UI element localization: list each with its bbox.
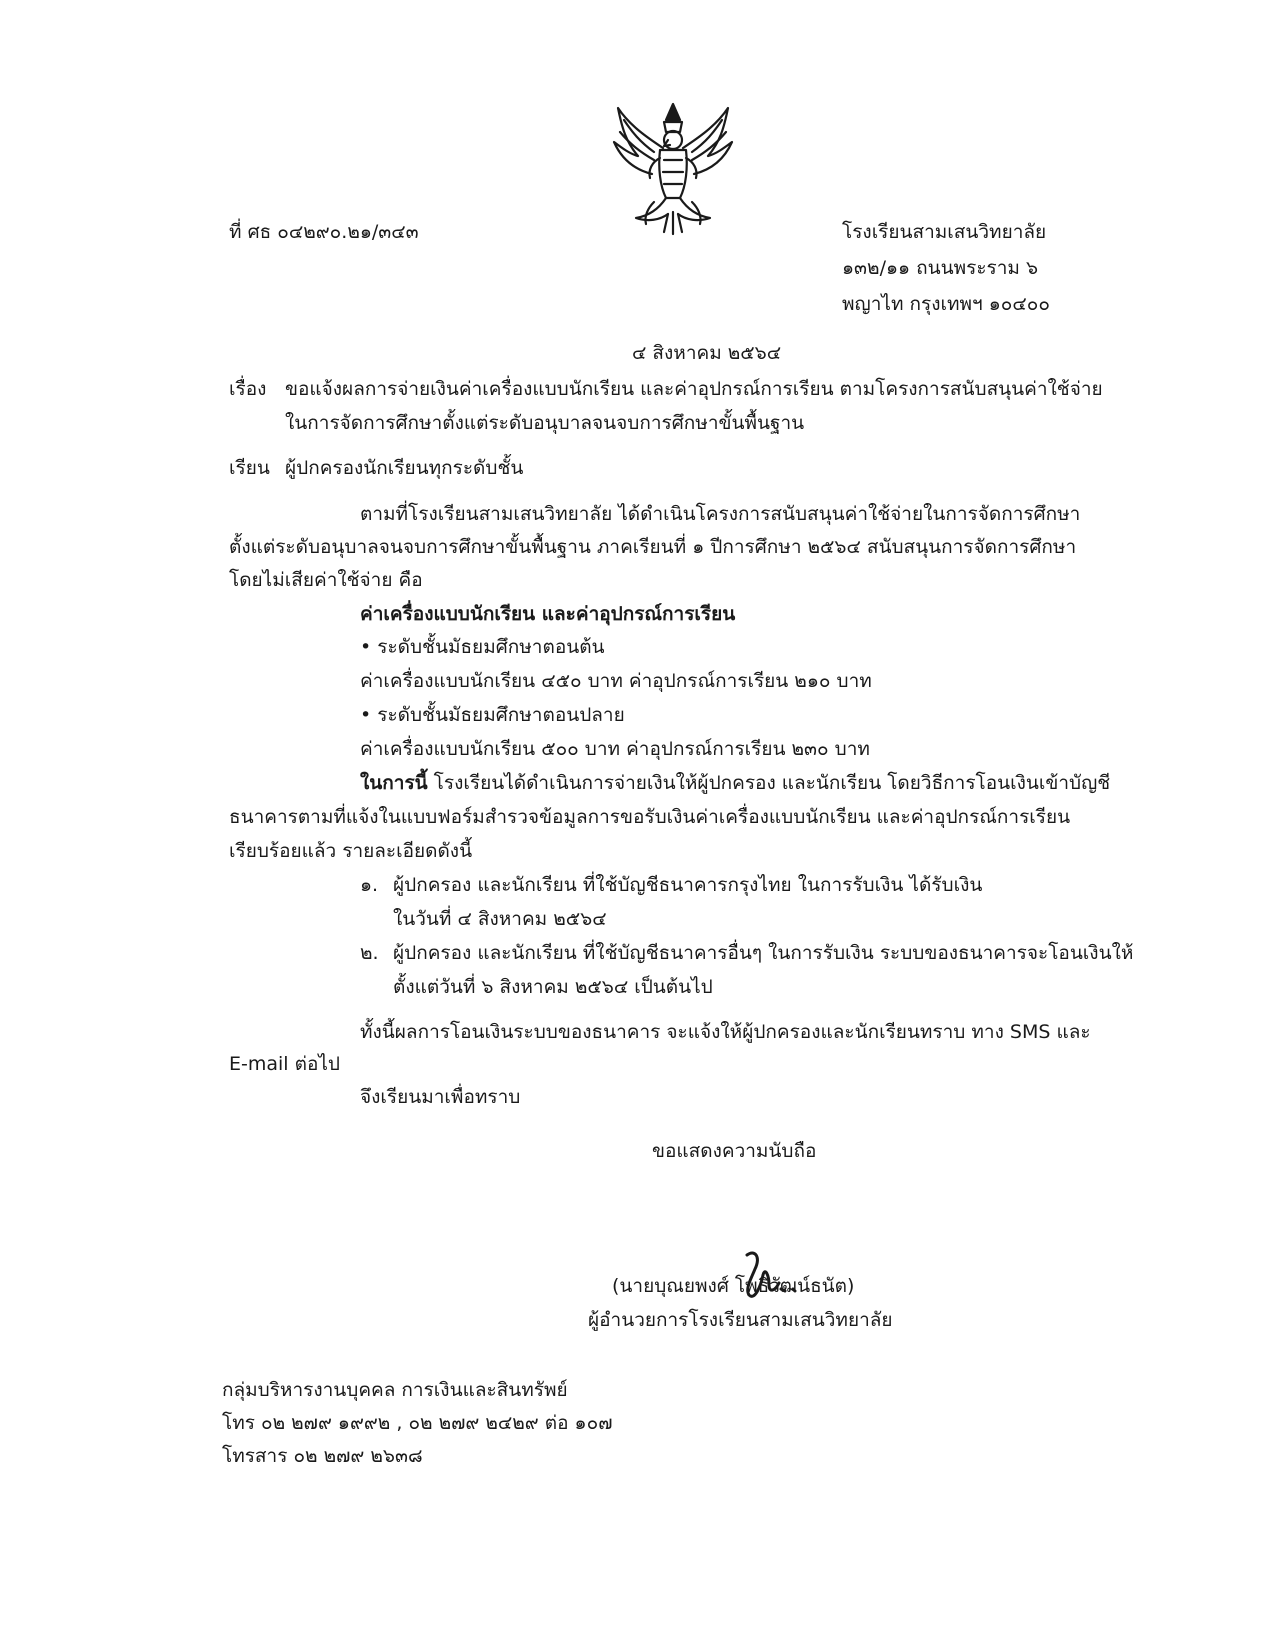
salutation-label: เรียน [229, 457, 270, 479]
list-item-2-line-1: ผู้ปกครอง และนักเรียน ที่ใช้บัญชีธนาคารอื่นๆ ในการรับเงิน ระบบของธนาคารจะโอนเงินให้ [393, 942, 1134, 964]
address-line-1: ๑๓๒/๑๑ ถนนพระราม ๖ [842, 257, 1039, 279]
para3-line-1: ทั้งนี้ผลการโอนเงินระบบของธนาคาร จะแจ้งให้ผู้ปกครองและนักเรียนทราบ ทาง SMS และ [360, 1021, 1091, 1043]
subject-line-1: ขอแจ้งผลการจ่ายเงินค่าเครื่องแบบนักเรียน และค่าอุปกรณ์การเรียน ตามโครงการสนับสนุนค่าใช้จ่าย [285, 378, 1103, 400]
signatory-name: (นายบุณยพงศ์ โพธิวัฒน์ธนัต) [612, 1275, 855, 1297]
salutation-text: ผู้ปกครองนักเรียนทุกระดับชั้น [285, 457, 524, 479]
footer-department: กลุ่มบริหารงานบุคคล การเงินและสินทรัพย์ [222, 1379, 568, 1401]
subject-label: เรื่อง [229, 378, 267, 400]
garuda-emblem-icon [608, 98, 738, 238]
school-name: โรงเรียนสามเสนวิทยาลัย [842, 221, 1047, 243]
level-1-heading: • ระดับชั้นมัธยมศึกษาตอนต้น [360, 636, 605, 658]
footer-telephone: โทร ๐๒ ๒๗๙ ๑๙๙๒ , ๐๒ ๒๗๙ ๒๔๒๙ ต่อ ๑๐๗ [222, 1412, 613, 1434]
list-item-2-number: ๒. [360, 942, 379, 964]
para2-line-3: เรียบร้อยแล้ว รายละเอียดดังนี้ [229, 840, 473, 862]
para2-line-1 [360, 769, 1110, 797]
subject-line-2: ในการจัดการศึกษาตั้งแต่ระดับอนุบาลจนจบการศึกษาขั้นพื้นฐาน [285, 412, 805, 434]
level-1-costs: ค่าเครื่องแบบนักเรียน ๔๕๐ บาท ค่าอุปกรณ์การเรียน ๒๑๐ บาท [360, 670, 872, 692]
list-item-1-line-2: ในวันที่ ๔ สิงหาคม ๒๕๖๔ [393, 908, 607, 930]
closing-line: จึงเรียนมาเพื่อทราบ [360, 1086, 521, 1108]
para2-lead: ในการนี้ [360, 772, 428, 794]
address-line-2: พญาไท กรุงเทพฯ ๑๐๔๐๐ [842, 293, 1050, 315]
level-2-heading: • ระดับชั้นมัธยมศึกษาตอนปลาย [360, 704, 625, 726]
footer-fax: โทรสาร ๐๒ ๒๗๙ ๒๖๓๘ [222, 1445, 423, 1467]
reference-number: ที่ ศธ ๐๔๒๙๐.๒๑/๓๔๓ [229, 221, 419, 243]
para1-line-3: โดยไม่เสียค่าใช้จ่าย คือ [229, 569, 423, 591]
list-item-1-number: ๑. [360, 874, 379, 896]
items-heading: ค่าเครื่องแบบนักเรียน และค่าอุปกรณ์การเรียน [360, 603, 736, 625]
regards-text: ขอแสดงความนับถือ [652, 1140, 817, 1162]
para1-line-2: ตั้งแต่ระดับอนุบาลจนจบการศึกษาขั้นพื้นฐาน ภาคเรียนที่ ๑ ปีการศึกษา ๒๕๖๔ สนับสนุนการจัดการศึกษา [229, 536, 1077, 558]
para2-line-1-rest: โรงเรียนได้ดำเนินการจ่ายเงินให้ผู้ปกครอง และนักเรียน โดยวิธีการโอนเงินเข้าบัญชี [427, 772, 1111, 794]
signatory-position: ผู้อำนวยการโรงเรียนสามเสนวิทยาลัย [588, 1309, 893, 1331]
list-item-2-line-2: ตั้งแต่วันที่ ๖ สิงหาคม ๒๕๖๔ เป็นต้นไป [393, 976, 713, 998]
para3-line-2: E-mail ต่อไป [229, 1053, 340, 1075]
para2-line-2: ธนาคารตามที่แจ้งในแบบฟอร์มสำรวจข้อมูลการขอรับเงินค่าเครื่องแบบนักเรียน และค่าอุปกรณ์การเรียน [229, 806, 1071, 828]
list-item-1-line-1: ผู้ปกครอง และนักเรียน ที่ใช้บัญชีธนาคารกรุงไทย ในการรับเงิน ได้รับเงิน [393, 874, 983, 896]
letter-date: ๔ สิงหาคม ๒๕๖๔ [632, 342, 782, 364]
para1-line-1: ตามที่โรงเรียนสามเสนวิทยาลัย ได้ดำเนินโครงการสนับสนุนค่าใช้จ่ายในการจัดการศึกษา [360, 503, 1081, 525]
level-2-costs: ค่าเครื่องแบบนักเรียน ๕๐๐ บาท ค่าอุปกรณ์การเรียน ๒๓๐ บาท [360, 738, 870, 760]
